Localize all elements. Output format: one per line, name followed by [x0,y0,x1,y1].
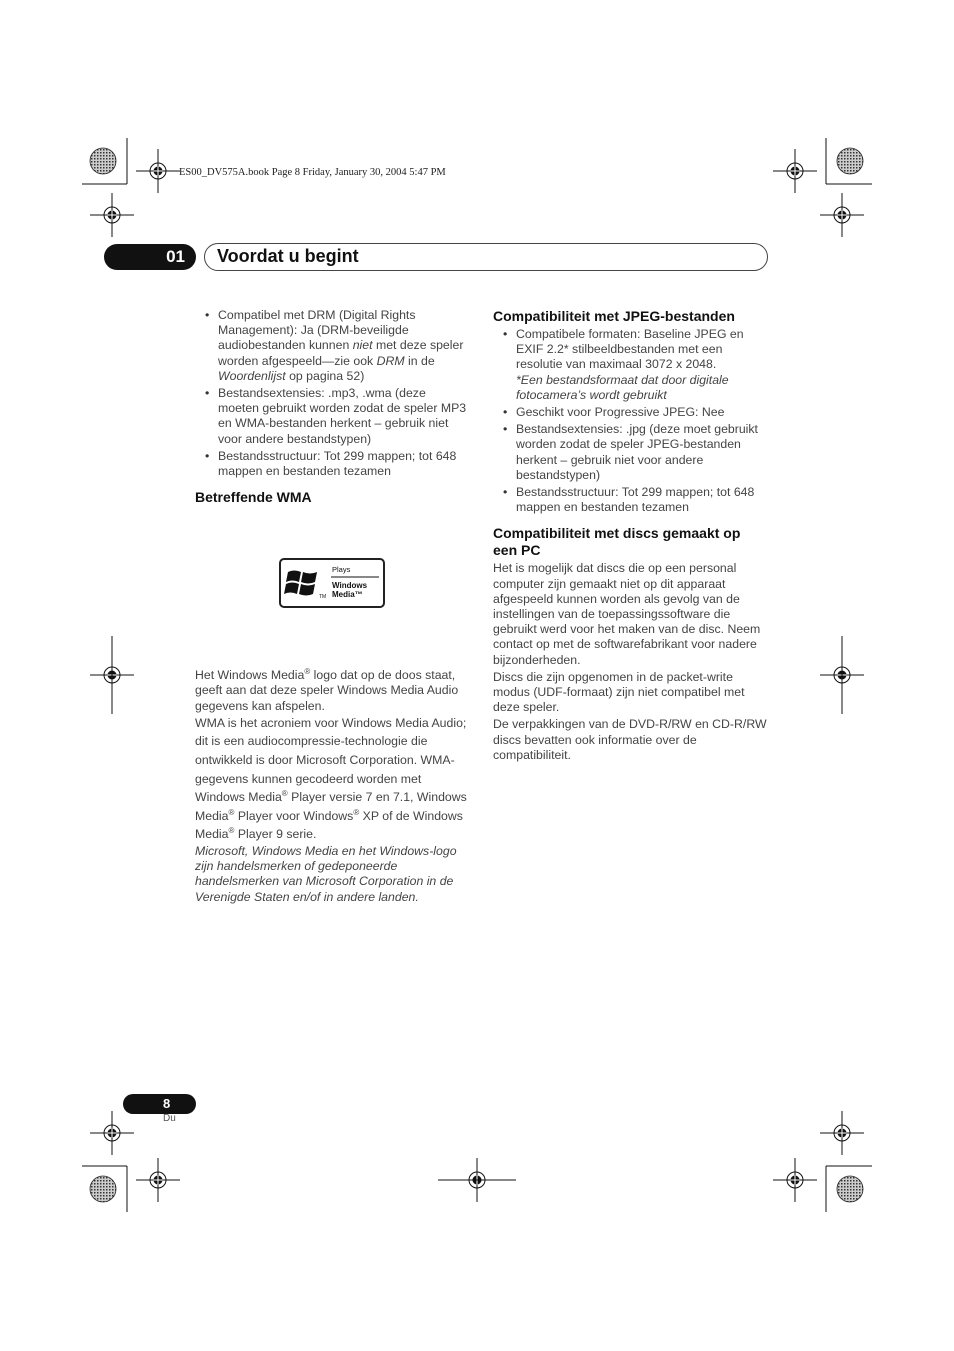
print-file-header: ES00_DV575A.book Page 8 Friday, January 30, 2004 5:47 PM [179,167,446,178]
wma-paragraph: Het Windows Media® logo dat op de doos staat, geeft aan dat deze speler Windows Media Audio gegevens kan afspelen. [195,667,459,713]
registration-mark-icon [773,149,817,193]
page-number-badge [123,1094,196,1114]
page-language: Du [163,1113,176,1124]
windows-media-logo: Plays Windows Media™ TM [279,558,385,608]
registration-mark-icon [90,1111,134,1155]
registration-mark-icon [820,1111,864,1155]
list-item: • Compatibel met DRM (Digital Rights Management): Ja (DRM-beveiligde audiobestanden kunnen niet met deze speler worden afgespeeld—zie ook DRM in de Woordenlijst op pagina 52) [195,308,470,384]
list-item: • Bestandsextensies: .jpg (deze moet gebruikt worden zodat de speler JPEG-bestanden herkent – gebruik niet voor andere bestandstypen) [493,422,768,483]
section-heading-pc-discs: Compatibiliteit met discs gemaakt op een PC [493,525,741,559]
star-target-icon [90,1176,116,1202]
registration-mark-icon [773,1158,817,1202]
chapter-number: 01 [166,247,185,266]
chapter-title-bar [204,243,768,271]
list-item: • Geschikt voor Progressive JPEG: Nee [493,405,768,420]
list-item: • Bestandsextensies: .mp3, .wma (deze moeten gebruikt worden zodat de speler MP3 en WMA-bestanden herkent – gebruik niet voor andere bestandstypen) [195,386,470,447]
page-number: 8 [163,1096,171,1111]
section-heading-jpeg: Compatibiliteit met JPEG-bestanden [493,308,735,324]
chapter-title: Voordat u begint [217,246,359,266]
registration-mark-icon [90,193,134,237]
section-heading-wma: Betreffende WMA [195,489,312,506]
pc-paragraph: Discs die zijn opgenomen in de packet-write modus (UDF-formaat) zijn niet compatibel met deze speler. [493,669,745,715]
registration-mark-icon [136,1158,180,1202]
registration-mark-icon [136,149,180,193]
jpeg-footnote: *Een bestandsformaat dat door digitale fotocamera’s wordt gebruikt [516,372,729,402]
list-item: • Bestandsstructuur: Tot 299 mappen; tot 648 mappen en bestanden tezamen [195,449,470,479]
trademark-notice: Microsoft, Windows Media en het Windows-logo zijn handelsmerken of gedeponeerde handelsmerken van Microsoft Corporation in de Verenigde Staten en/of in andere landen. [195,844,457,904]
pc-paragraph: Het is mogelijk dat discs die op een personal computer zijn gemaakt niet op dit apparaat afgespeeld kunnen worden als gevolg van de instellingen van de toepassingssoftware die gebruikt werd voor het maken van de disc. Neem contact op met de softwarefabrikant voor nadere bijzonderheden. [493,561,761,667]
pc-paragraph: De verpakkingen van de DVD-R/RW en CD-R/RW discs bevatten ook informatie over de compatibiliteit. [493,717,767,762]
registration-mark-icon [820,193,864,237]
right-column [493,308,768,765]
list-item: • Compatibele formaten: Baseline JPEG en EXIF 2.2* stilbeeldbestanden met een resolutie van maximaal 3072 x 2048. [493,327,768,373]
chapter-number-badge [104,244,196,270]
wma-paragraph: WMA is het acroniem voor Windows Media Audio; dit is een audiocompressie-technologie die ontwikkeld is door Microsoft Corporation. WMA-gegevens kunnen gecodeerd worden met Windows Media® Player versie 7 en 7.1, Windows Media® Player voor Windows® XP of de Windows Media® Player 9 serie. [195,715,467,842]
star-target-icon [837,148,863,174]
list-item: • Bestandsstructuur: Tot 299 mappen; tot 648 mappen en bestanden tezamen [493,485,768,515]
star-target-icon [837,1176,863,1202]
star-target-icon [90,148,116,174]
